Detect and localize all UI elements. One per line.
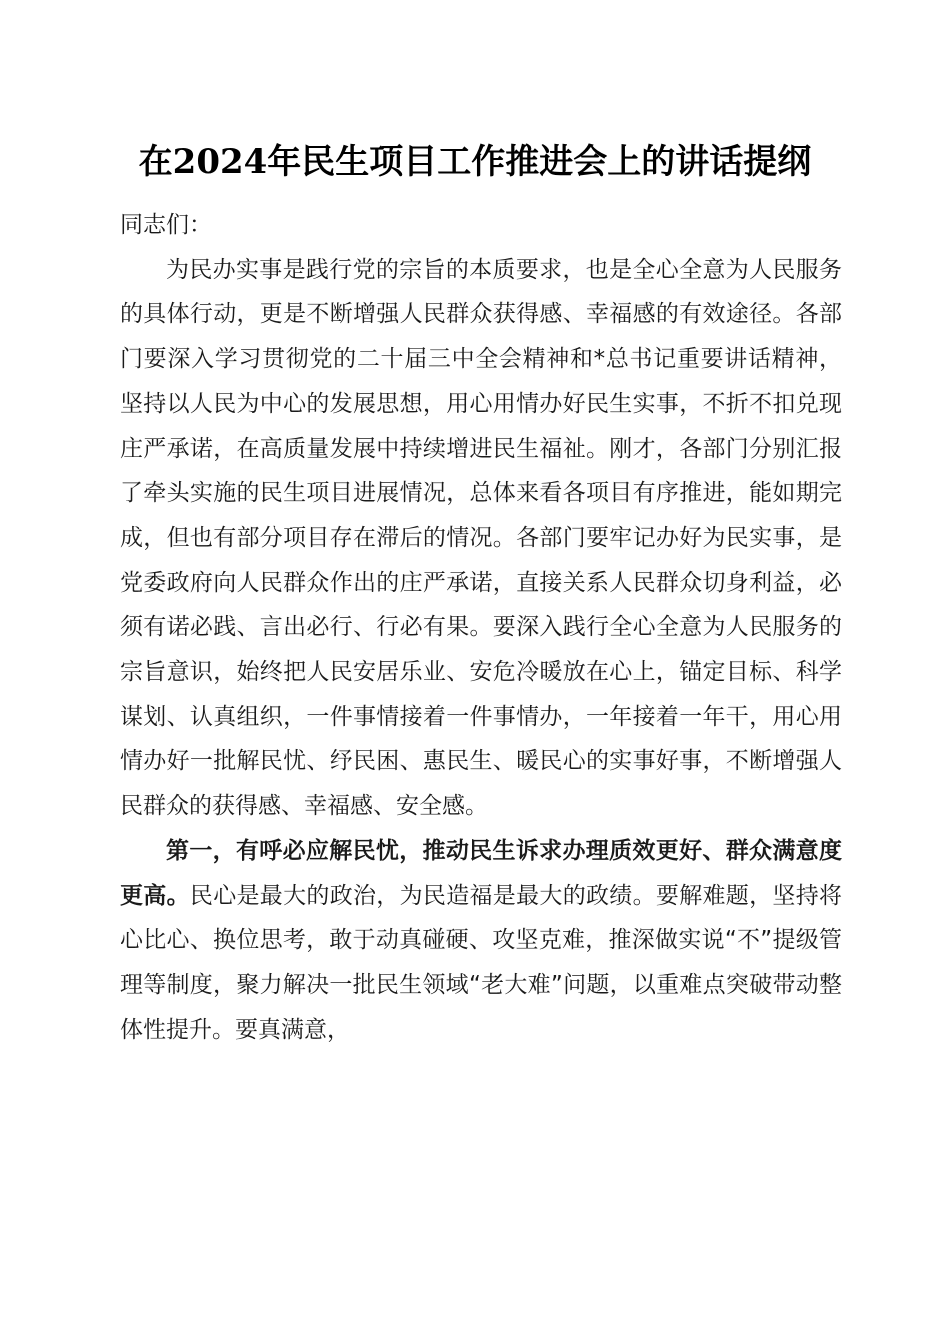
- paragraph-first-point: [120, 829, 842, 1053]
- paragraph-intro: [120, 248, 842, 829]
- paragraph-first-point-heading: 第一，有呼必应解民忧，推动民生诉求办理质效更好、群众满意度更高。: [120, 837, 842, 909]
- document-title: 在2024年民生项目工作推进会上的讲话提纲: [138, 142, 812, 182]
- salutation: 同志们：: [120, 212, 212, 238]
- paragraph-intro-text: 为民办实事是践行党的宗旨的本质要求，也是全心全意为人民服务的具体行动，更是不断增强人民群众获得感、幸福感的有效途径。各部门要深入学习贯彻党的二十届三中全会精神和*总书记重要讲话精神，坚持以人民为中心的发展思想，用心用情办好民生实事，不折不扣兑现庄严承诺，在高质量发展中持续增进民生福祉。刚才，各部门分别汇报了牵头实施的民生项目进展情况，总体来看各项目有序推进，能如期完成，但也有部分项目存在滞后的情况。各部门要牢记办好为民实事，是党委政府向人民群众作出的庄严承诺，直接关系人民群众切身利益，必须有诺必践、言出必行、行必有果。要深入践行全心全意为人民服务的宗旨意识，始终把人民安居乐业、安危冷暖放在心上，锚定目标、科学谋划、认真组织，一件事情接着一件事情办，一年接着一年干，用心用情办好一批解民忧、纾民困、惠民生、暖民心的实事好事，不断增强人民群众的获得感、幸福感、安全感。: [120, 256, 842, 820]
- document-body: [120, 203, 842, 1052]
- paragraph-first-point-text: 民心是最大的政治，为民造福是最大的政绩。要解难题，坚持将心比心、换位思考，敢于动真碰硬、攻坚克难，推深做实说“不”提级管理等制度，聚力解决一批民生领域“老大难”问题，以重难点突破带动整体性提升。要真满意，: [120, 882, 843, 1043]
